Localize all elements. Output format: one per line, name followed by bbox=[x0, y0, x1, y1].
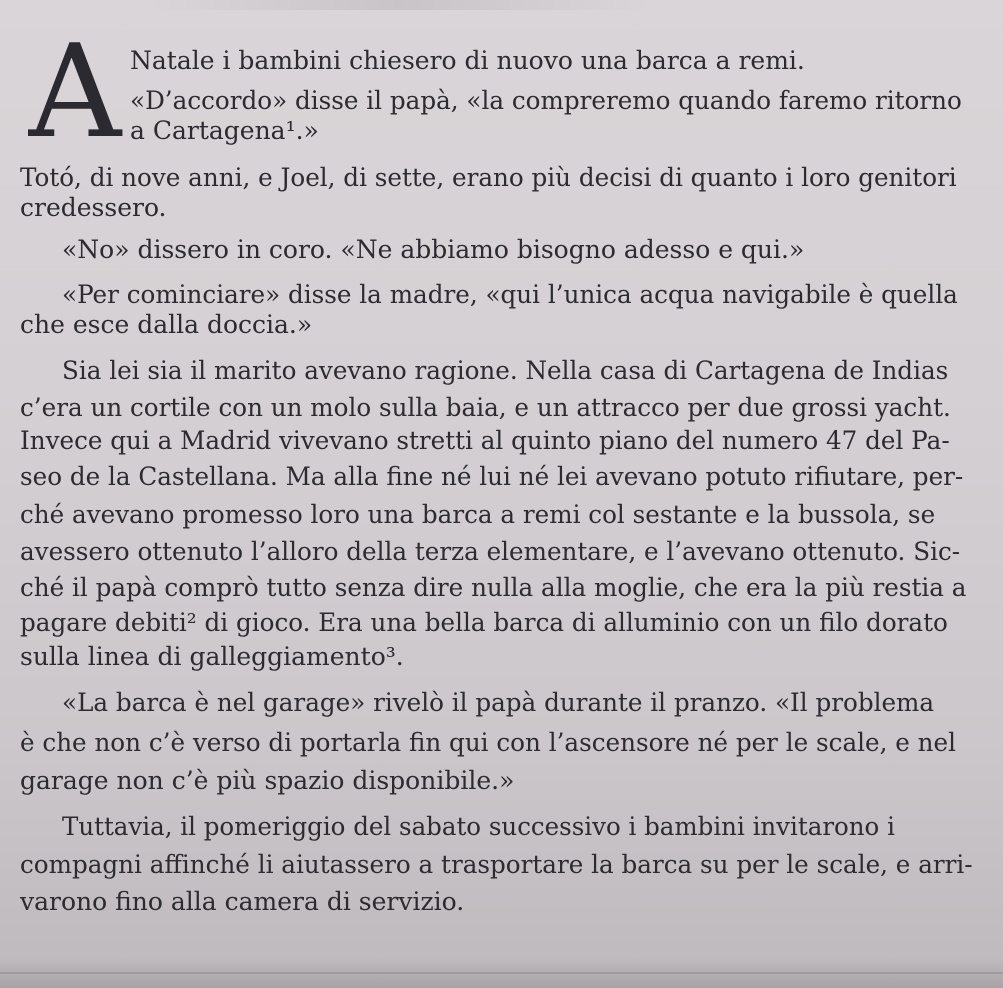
text-line: c’era un cortile con un molo sulla baia, e un attracco per due grossi yacht. bbox=[20, 393, 951, 422]
text-line: Totó, di nove anni, e Joel, di sette, erano più decisi di quanto i loro genitori bbox=[20, 163, 957, 192]
text-line: Natale i bambini chiesero di nuovo una barca a remi. bbox=[130, 46, 805, 75]
bottom-shadow bbox=[0, 958, 1003, 988]
drop-cap-text: A bbox=[28, 28, 122, 148]
text-line: Sia lei sia il marito avevano ragione. Nella casa di Cartagena de Indias bbox=[62, 356, 949, 385]
text-line: credessero. bbox=[20, 193, 167, 222]
text-line: varono fino alla camera di servizio. bbox=[20, 887, 465, 916]
text-line: Tuttavia, il pomeriggio del sabato successivo i bambini invitarono i bbox=[62, 812, 895, 841]
text-line: garage non c’è più spazio disponibile.» bbox=[20, 766, 515, 795]
text-line: ché avevano promesso loro una barca a remi col sestante e la bussola, se bbox=[20, 500, 936, 529]
text-line: compagni affinché li aiutassero a trasportare la barca su per le scale, e arri- bbox=[20, 850, 973, 879]
text-line: a Cartagena¹.» bbox=[130, 116, 319, 145]
text-line: «No» dissero in coro. «Ne abbiamo bisogno adesso e qui.» bbox=[62, 235, 805, 264]
text-line: «La barca è nel garage» rivelò il papà durante il pranzo. «Il problema bbox=[62, 688, 935, 717]
text-line: sulla linea di galleggiamento³. bbox=[20, 642, 404, 671]
text-line: seo de la Castellana. Ma alla fine né lui né lei avevano potuto rifiutare, per- bbox=[20, 462, 964, 491]
text-line: «D’accordo» disse il papà, «la compreremo quando faremo ritorno bbox=[130, 86, 962, 115]
text-line: pagare debiti² di gioco. Era una bella barca di alluminio con un filo dorato bbox=[20, 608, 948, 637]
text-line: «Per cominciare» disse la madre, «qui l’unica acqua navigabile è quella bbox=[62, 280, 958, 309]
text-line: che esce dalla doccia.» bbox=[20, 310, 313, 339]
text-line: Invece qui a Madrid vivevano stretti al quinto piano del numero 47 del Pa- bbox=[20, 426, 950, 455]
text-line: ché il papà comprò tutto senza dire nulla alla moglie, che era la più restia a bbox=[20, 573, 967, 602]
drop-cap-letter bbox=[20, 28, 130, 148]
text-line: avessero ottenuto l’alloro della terza elementare, e l’avevano ottenuto. Sic- bbox=[20, 537, 961, 566]
show-through-shadow bbox=[150, 0, 650, 10]
text-line: è che non c’è verso di portarla fin qui con l’ascensore né per le scale, e nel bbox=[20, 728, 956, 757]
